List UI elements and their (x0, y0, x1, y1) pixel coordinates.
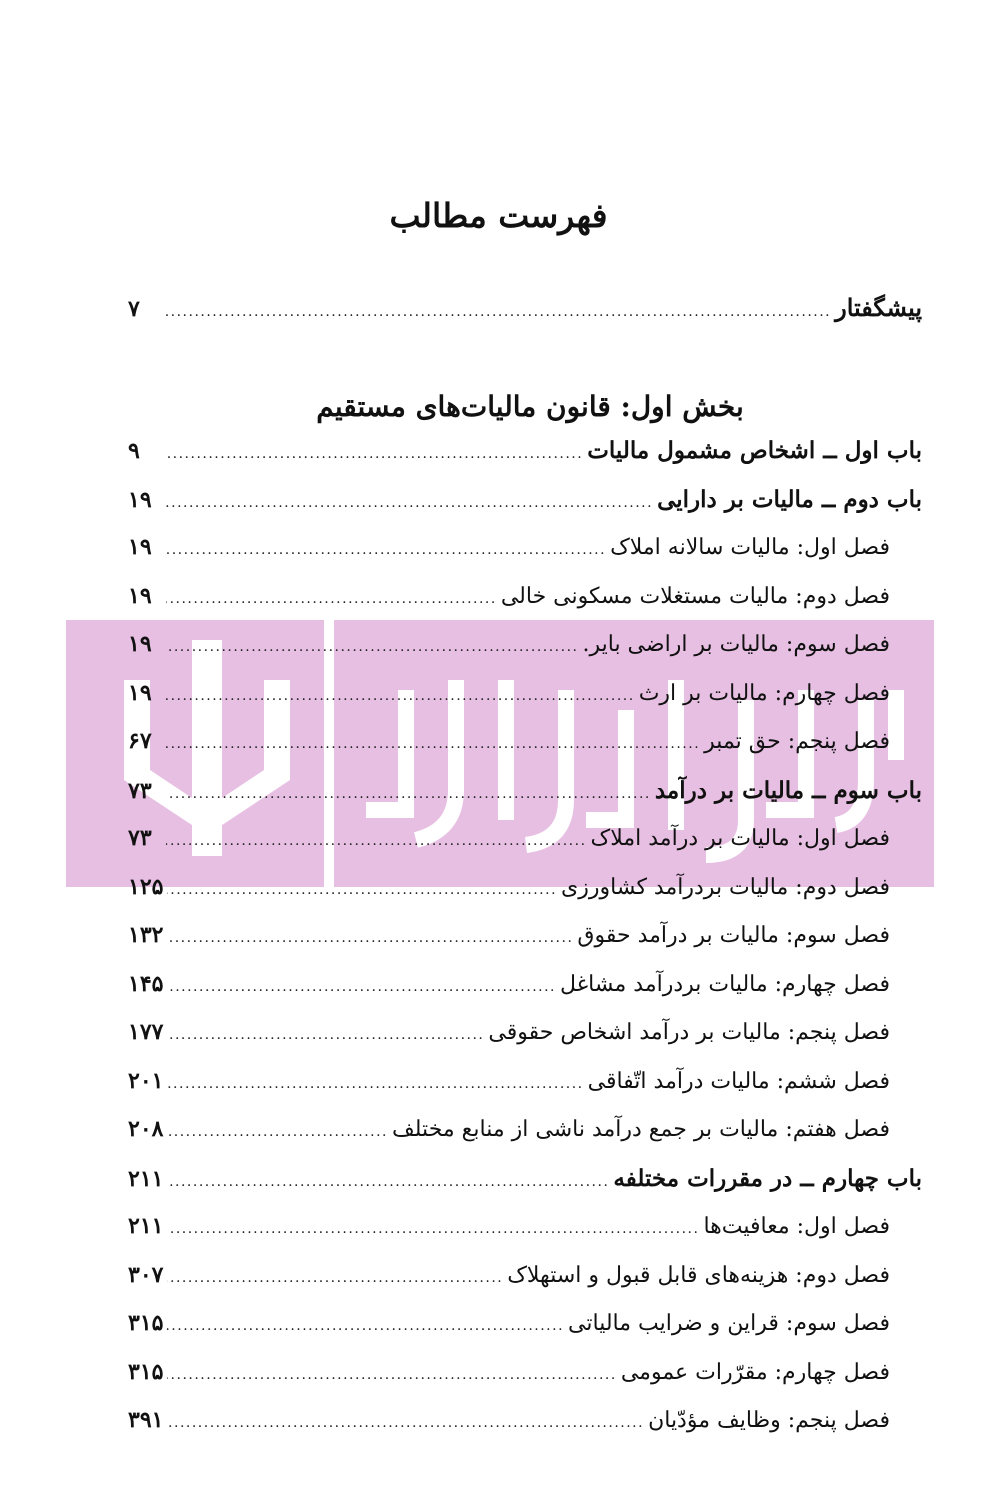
toc-page-number: ۷۳ (128, 825, 152, 851)
toc-page-number: ۶۷ (128, 728, 152, 754)
toc-entry-section (128, 1310, 922, 1350)
dot-leader (167, 1221, 699, 1237)
toc-page-number: ۲۰۸ (128, 1116, 164, 1142)
toc-entry-section (128, 1407, 922, 1447)
dot-leader (167, 1174, 609, 1190)
toc-entry-label: فصل ششم: مالیات درآمد اتّفاقی (587, 1069, 890, 1094)
dot-leader (167, 1415, 644, 1431)
toc-entry-label: فصل اول: معافیت‌ها (703, 1214, 890, 1239)
dot-leader (167, 1027, 484, 1043)
toc-entry-label: فصل چهارم: مقرّرات عمومی (620, 1360, 890, 1385)
toc-page-number: ۱۴۵ (128, 971, 164, 997)
toc-entry-section (128, 1116, 922, 1156)
toc-entry-chapter (128, 486, 922, 526)
dot-leader (167, 882, 557, 898)
dot-leader (167, 1367, 616, 1383)
dot-leader (167, 979, 556, 995)
toc-page-number: ۳۰۷ (128, 1262, 164, 1288)
toc-page-number: ۹ (128, 438, 140, 464)
dot-leader (166, 833, 587, 849)
toc-entry-section (128, 1262, 922, 1302)
toc-entry-section (128, 922, 922, 962)
dot-leader (166, 786, 651, 802)
toc-page-number: ۱۹ (128, 583, 152, 609)
page-title: فهرست مطالب (389, 196, 608, 235)
toc-page-number: ۳۱۵ (128, 1359, 164, 1385)
dot-leader (167, 1076, 583, 1092)
toc-page-number: ۳۱۵ (128, 1310, 164, 1336)
dot-leader (166, 542, 606, 558)
toc-entry-section (128, 1068, 922, 1108)
toc-entry-label: فصل چهارم: مالیات بردرآمد مشاغل (560, 972, 890, 997)
toc-page-number: ۱۹ (128, 534, 152, 560)
toc-page-number: ۱۲۵ (128, 874, 164, 900)
toc-entry-label: فصل پنجم: وظایف مؤدّیان (648, 1408, 890, 1433)
toc-page-number: ۲۱۱ (128, 1166, 164, 1192)
toc-entry-label: فصل اول: مالیات بر درآمد املاک (590, 826, 890, 851)
toc-entry-label: باب اول ــ اشخاص مشمول مالیات (587, 437, 922, 464)
toc-page-number: ۱۷۷ (128, 1019, 164, 1045)
toc-entry-label: پیشگفتار (835, 293, 922, 322)
toc-entry-chapter (128, 437, 922, 477)
toc-entry-section (128, 1019, 922, 1059)
toc-entry-label: باب دوم ــ مالیات بر دارایی (657, 486, 922, 513)
toc-entry-label: فصل چهارم: مالیات بر ارث (638, 681, 890, 706)
toc-entry-section (128, 1359, 922, 1399)
toc-entry-section (128, 971, 922, 1011)
toc-entry-label: فصل سوم: قراین و ضرایب مالیاتی (568, 1311, 890, 1336)
dot-leader (166, 304, 831, 320)
toc-entry-label: باب چهارم ــ در مقررات مختلفه (613, 1165, 922, 1192)
dot-leader (167, 1270, 503, 1286)
dot-leader (167, 930, 573, 946)
toc-entry-section (128, 874, 922, 914)
toc-page-number: ۷۳ (128, 778, 152, 804)
toc-entry-label: فصل سوم: مالیات بر اراضی بایر. (582, 632, 890, 657)
dot-leader (166, 639, 578, 655)
toc-page-number: ۳۹۱ (128, 1407, 164, 1433)
dot-leader (166, 736, 700, 752)
toc-entry-label: فصل پنجم: مالیات بر درآمد اشخاص حقوقی (488, 1020, 890, 1045)
toc-entry-label: فصل سوم: مالیات بر درآمد حقوق (577, 923, 890, 948)
toc-page-number: ۱۳۲ (128, 922, 164, 948)
toc-entry-preface (128, 293, 922, 333)
toc-entry-section (128, 583, 922, 623)
dot-leader (166, 495, 653, 511)
toc-page-number: ۷ (128, 296, 140, 322)
toc-page-number: ۲۰۱ (128, 1068, 164, 1094)
toc-entry-label: فصل پنجم: حق تمبر (704, 729, 890, 754)
toc-entry-section (128, 680, 922, 720)
toc-page-number: ۱۹ (128, 680, 152, 706)
toc-page-number: ۱۹ (128, 631, 152, 657)
dot-leader (166, 688, 635, 704)
toc-entry-label: فصل دوم: مالیات بردرآمد کشاورزی (561, 875, 890, 900)
toc-page-number: ۲۱۱ (128, 1213, 164, 1239)
toc-entry-section (128, 728, 922, 768)
toc-entry-label: فصل اول: مالیات سالانه املاک (610, 535, 890, 560)
dot-leader (167, 1318, 564, 1334)
toc-entry-section (128, 825, 922, 865)
toc-entry-section (128, 1213, 922, 1253)
toc-entry-chapter (128, 777, 922, 817)
section-heading: بخش اول: قانون مالیات‌های مستقیم (316, 390, 744, 423)
dot-leader (167, 1124, 388, 1140)
toc-page-number: ۱۹ (128, 487, 152, 513)
toc-entry-label: فصل دوم: هزینه‌های قابل قبول و استهلاک (507, 1263, 890, 1288)
toc-entry-chapter (128, 1165, 922, 1205)
dot-leader (166, 591, 497, 607)
toc-entry-label: فصل هفتم: مالیات بر جمع درآمد ناشی از منابع مختلف (392, 1117, 890, 1142)
toc-entry-label: فصل دوم: مالیات مستغلات مسکونی خالی (500, 584, 890, 609)
dot-leader (166, 446, 583, 462)
toc-entry-section (128, 534, 922, 574)
toc-entry-section (128, 631, 922, 671)
toc-entry-label: باب سوم ــ مالیات بر درآمد (654, 777, 922, 804)
